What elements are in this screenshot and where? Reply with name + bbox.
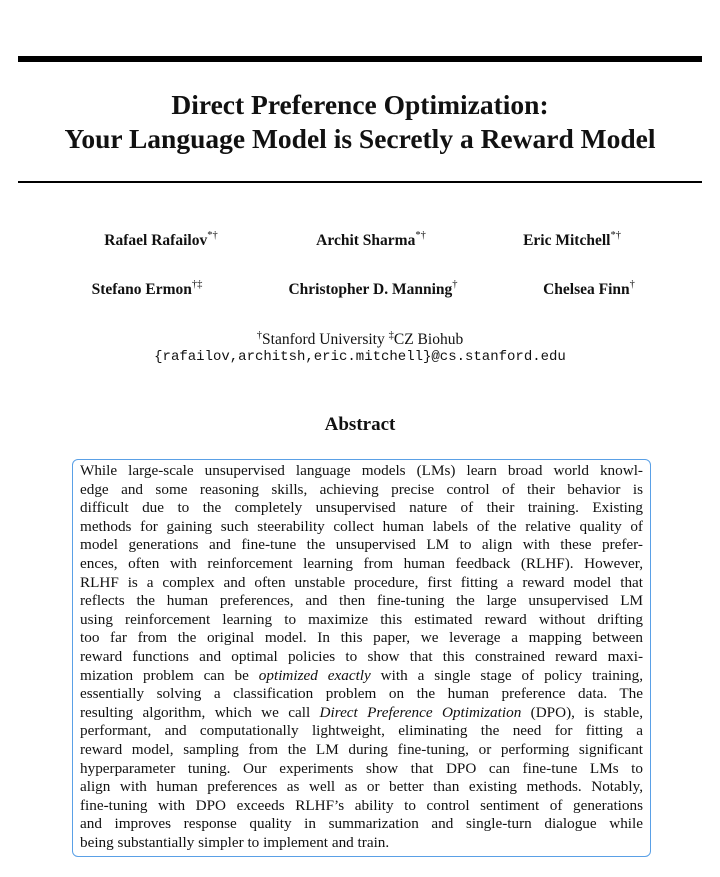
abstract-line: resulting algorithm, which we call Direct Preference Optimization (DPO), is stable, bbox=[80, 703, 644, 721]
author-name: Christopher D. Manning bbox=[288, 281, 453, 299]
abstract-line: reward functions and optimal policies to show that this constrained reward maxi- bbox=[80, 647, 643, 665]
title-bottom-rule bbox=[18, 181, 702, 183]
abstract-line: hyperparameter tuning. Our experiments show that DPO can fine-tune LMs to bbox=[80, 759, 643, 777]
abstract-line: being substantially simpler to implement and train. bbox=[80, 833, 390, 851]
abstract-emphasis: Direct Preference Optimization bbox=[319, 703, 522, 721]
abstract-line: While large-scale unsupervised language models (LMs) learn broad world knowl- bbox=[80, 462, 643, 479]
abstract-line: RLHF is a complex and often unstable procedure, first fitting a reward model that bbox=[80, 573, 643, 591]
abstract-line: difficult due to the completely unsupervised nature of their training. Existing bbox=[80, 499, 643, 517]
abstract-line: reflects the human preferences, and then fine-tuning the large unsupervised LM bbox=[80, 592, 643, 610]
abstract-line: too far from the original model. In this paper, we leverage a mapping between bbox=[80, 629, 643, 647]
author-eric-mitchell bbox=[523, 231, 621, 250]
abstract-line: and improves response quality in summarization and single-turn dialogue while bbox=[80, 815, 643, 833]
abstract-line: model generations and fine-tune the unsupervised LM to align with these prefer- bbox=[80, 536, 643, 554]
affil-mark-1: † bbox=[256, 330, 263, 341]
abstract-line: methods for gaining such steerability collect human labels of the relative quality of bbox=[80, 517, 643, 535]
abstract-heading: Abstract bbox=[324, 414, 396, 435]
author-rafael-rafailov bbox=[104, 231, 217, 250]
author-marks: *† bbox=[207, 230, 218, 241]
author-name: Eric Mitchell bbox=[523, 232, 611, 250]
abstract-line: ences, often with reinforcement learning from human feedback (RLHF). However, bbox=[80, 554, 643, 572]
affil-org-2: CZ Biohub bbox=[393, 331, 464, 349]
author-emails: {rafailov,architsh,eric.mitchell}@cs.stanford.edu bbox=[154, 349, 566, 365]
affiliations bbox=[0, 330, 720, 349]
abstract-line: mization problem can be optimized exactly with a single stage of policy training, bbox=[80, 666, 643, 684]
author-stefano-ermon bbox=[92, 280, 203, 299]
author-marks: † bbox=[629, 279, 635, 290]
paper-title bbox=[0, 88, 720, 156]
abstract-line: using reinforcement learning to maximize this estimated reward without drifting bbox=[80, 610, 643, 628]
abstract-line: performant, and computationally lightweight, eliminating the need for fitting a bbox=[80, 722, 643, 740]
abstract-line: edge and some reasoning skills, achieving precise control of their behavior is bbox=[80, 480, 643, 498]
author-christopher-manning bbox=[288, 280, 457, 299]
abstract-emphasis: optimized exactly bbox=[258, 666, 371, 684]
author-marks: † bbox=[452, 279, 458, 290]
author-marks: *† bbox=[415, 230, 426, 241]
abstract-box bbox=[72, 459, 651, 857]
title-line-2: Your Language Model is Secretly a Reward Model bbox=[64, 123, 656, 154]
author-marks: †‡ bbox=[191, 279, 203, 290]
abstract-line: reward model, sampling from the LM during fine-tuning, or performing significant bbox=[80, 740, 643, 758]
top-rule bbox=[18, 56, 702, 62]
affil-mark-2: ‡ bbox=[388, 330, 394, 341]
author-chelsea-finn bbox=[543, 280, 635, 299]
author-name: Chelsea Finn bbox=[543, 281, 630, 299]
abstract-line: fine-tuning with DPO exceeds RLHF’s ability to control sentiment of generations bbox=[80, 796, 643, 814]
author-name: Stefano Ermon bbox=[91, 281, 192, 299]
author-name: Rafael Rafailov bbox=[104, 232, 208, 250]
abstract-line: align with human preferences as well as or better than existing methods. Notably, bbox=[80, 778, 643, 796]
abstract-line: essentially solving a classification problem on the human preference data. The bbox=[80, 685, 643, 703]
author-archit-sharma bbox=[316, 231, 426, 250]
author-marks: *† bbox=[610, 230, 621, 241]
author-name: Archit Sharma bbox=[316, 232, 416, 250]
title-line-1: Direct Preference Optimization: bbox=[171, 89, 549, 120]
affil-org-1: Stanford University bbox=[262, 331, 389, 349]
